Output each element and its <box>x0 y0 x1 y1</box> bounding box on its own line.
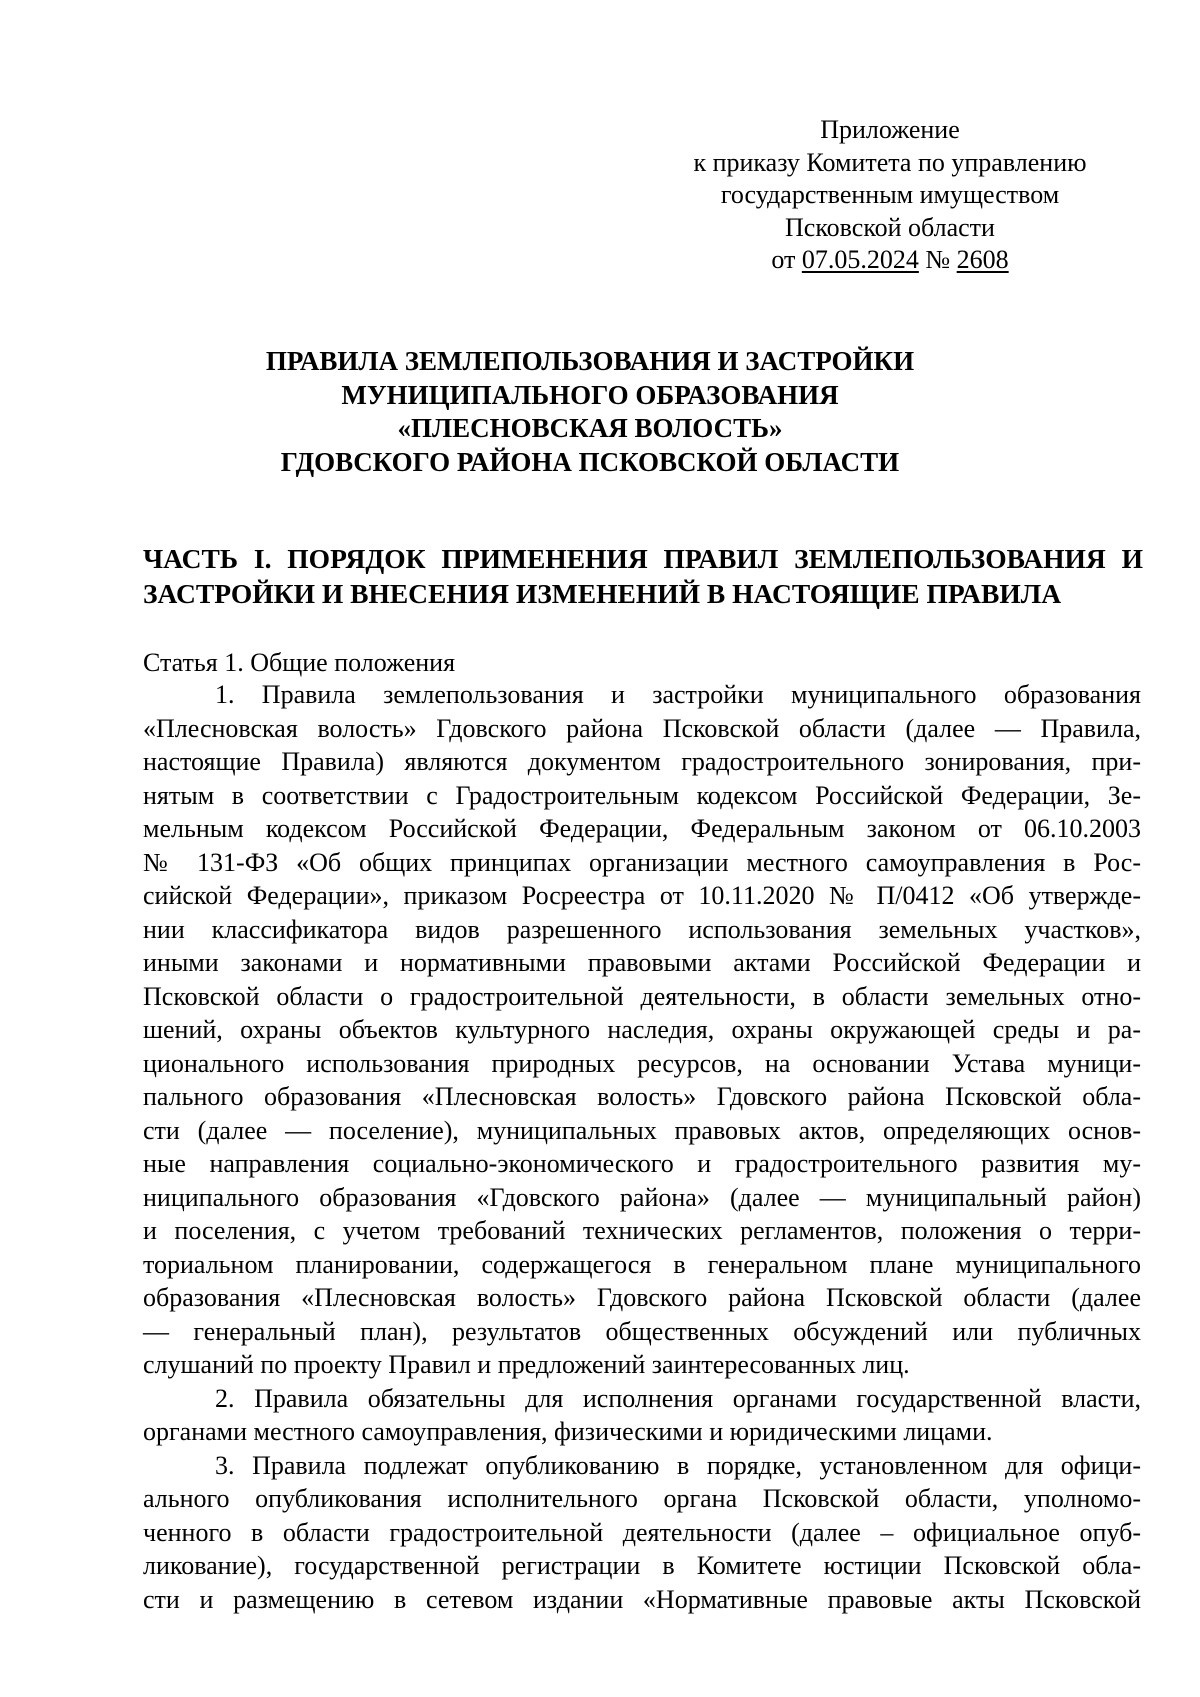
part-heading <box>143 541 1143 611</box>
text-line: нии классификатора видов разрешенного использования земельных участков», <box>143 914 1141 944</box>
paragraph-2 <box>143 1382 1141 1449</box>
text-line: сти (далее — поселение), муниципальных правовых актов, определяющих основ- <box>143 1115 1141 1145</box>
order-number-prefix: № <box>918 245 957 274</box>
text-line: и поселения, с учетом требований технических регламентов, положения о терри- <box>143 1216 1141 1245</box>
attachment-line: Псковской области <box>785 212 995 242</box>
text-line: Псковской области о градостроительной деятельности, в области земельных отно- <box>143 981 1141 1011</box>
order-date: 07.05.2024 <box>801 245 919 274</box>
text-line: мельным кодексом Российской Федерации, Федеральным законом от 06.10.2003 <box>143 814 1141 843</box>
text-line: 3. Правила подлежат опубликованию в порядке, установленном для офици- <box>215 1450 1141 1480</box>
order-date-line <box>640 244 1140 277</box>
title-line: «ПЛЕСНОВСКАЯ ВОЛОСТЬ» <box>397 413 783 443</box>
part-heading-line: ЧАСТЬ I. ПОРЯДОК ПРИМЕНЕНИЯ ПРАВИЛ ЗЕМЛЕПОЛЬЗОВАНИЯ И <box>143 543 1143 574</box>
attachment-block <box>640 114 1140 277</box>
text-line: — генеральный план), результатов общественных обсуждений или публичных <box>143 1316 1141 1346</box>
order-number: 2608 <box>956 245 1009 274</box>
text-line: ториальном планировании, содержащегося в генеральном плане муниципального <box>143 1249 1141 1279</box>
article-title: Статья 1. Общие положения <box>143 648 456 677</box>
order-date-prefix: от <box>771 245 802 274</box>
part-heading-line: ЗАСТРОЙКИ И ВНЕСЕНИЯ ИЗМЕНЕНИЙ В НАСТОЯЩИЕ ПРАВИЛА <box>143 578 1062 609</box>
text-line: ликование), государственной регистрации в Комитете юстиции Псковской обла- <box>143 1551 1141 1580</box>
text-line: органами местного самоуправления, физическими и юридическими лицами. <box>143 1417 993 1446</box>
text-line: ального опубликования исполнительного органа Псковской области, уполномо- <box>143 1484 1141 1513</box>
text-line: 2. Правила обязательны для исполнения органами государственной власти, <box>215 1383 1141 1413</box>
text-line: ные направления социально-экономического и градостроительного развития му- <box>143 1149 1141 1178</box>
attachment-line: к приказу Комитета по управлению <box>693 147 1087 177</box>
text-line: нятым в соответствии с Градостроительным кодексом Российской Федерации, Зе- <box>143 780 1141 810</box>
text-line: ниципального образования «Гдовского района» (далее — муниципальный район) <box>143 1182 1141 1212</box>
paragraph-1 <box>143 678 1141 1382</box>
text-line: образования «Плесновская волость» Гдовского района Псковской области (далее <box>143 1283 1141 1312</box>
text-line: настоящие Правила) являются документом градостроительного зонирования, при- <box>143 747 1141 776</box>
text-line: № 131-ФЗ «Об общих принципах организации местного самоуправления в Рос- <box>143 847 1141 877</box>
text-line: пального образования «Плесновская волость» Гдовского района Псковской обла- <box>143 1082 1141 1111</box>
paragraph-3 <box>143 1449 1141 1617</box>
text-line: «Плесновская волость» Гдовского района Псковской области (далее — Правила, <box>143 713 1141 743</box>
text-line: ченного в области градостроительной деятельности (далее – официальное опуб- <box>143 1517 1141 1547</box>
text-line: сийской Федерации», приказом Росреестра от 10.11.2020 № П/0412 «Об утвержде- <box>143 881 1141 910</box>
text-line: слушаний по проекту Правил и предложений заинтересованных лиц. <box>143 1350 910 1379</box>
title-line: МУНИЦИПАЛЬНОГО ОБРАЗОВАНИЯ <box>341 379 839 410</box>
text-line: ционального использования природных ресурсов, на основании Устава муници- <box>143 1048 1141 1078</box>
article-body <box>143 678 1141 1616</box>
title-line: ГДОВСКОГО РАЙОНА ПСКОВСКОЙ ОБЛАСТИ <box>280 446 900 477</box>
text-line: сти и размещению в сетевом издании «Нормативные правовые акты Псковской <box>143 1584 1141 1614</box>
text-line: 1. Правила землепользования и застройки муниципального образования <box>215 680 1141 709</box>
title-line: ПРАВИЛА ЗЕМЛЕПОЛЬЗОВАНИЯ И ЗАСТРОЙКИ <box>265 346 915 376</box>
text-line: иными законами и нормативными правовыми актами Российской Федерации и <box>143 948 1141 977</box>
document-title <box>140 345 1040 479</box>
attachment-line: Приложение <box>820 115 960 144</box>
attachment-line: государственным имуществом <box>720 180 1060 209</box>
text-line: шений, охраны объектов культурного наследия, охраны окружающей среды и ра- <box>143 1015 1141 1044</box>
